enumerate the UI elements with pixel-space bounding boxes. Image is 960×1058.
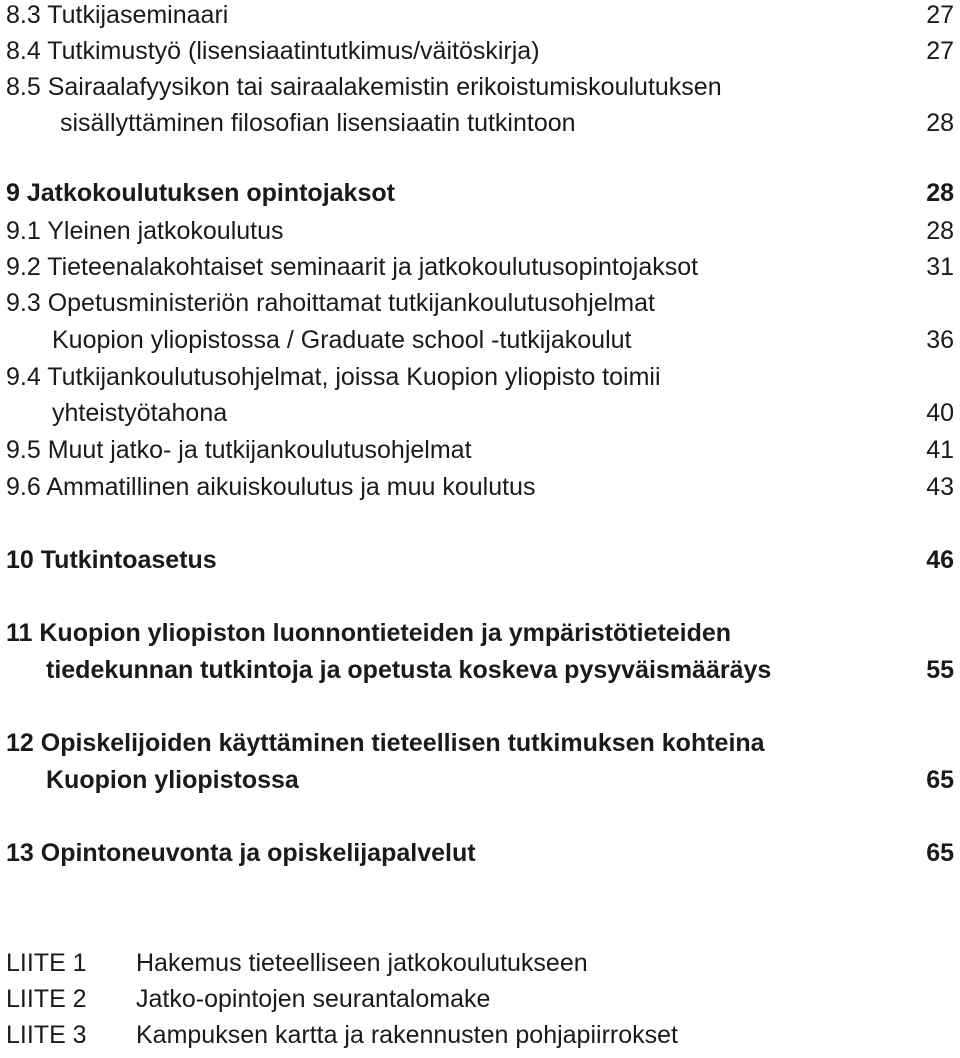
toc-entry-text: 9.4 Tutkijankoulutusohjelmat, joissa Kuopion yliopisto toimii xyxy=(6,363,661,391)
toc-entry-text: 8.5 Sairaalafyysikon tai sairaalakemistin erikoistumiskoulutuksen xyxy=(6,73,722,101)
toc-entry-text: 9.2 Tieteenalakohtaiset seminaarit ja jatkokoulutusopintojaksot xyxy=(6,253,699,281)
toc-page-number: 46 xyxy=(926,546,954,574)
annex-title: Hakemus tieteelliseen jatkokoulutukseen xyxy=(136,949,588,977)
toc-page-number: 28 xyxy=(926,109,954,137)
toc-entry-text: 9.5 Muut jatko- ja tutkijankoulutusohjelmat xyxy=(6,436,472,464)
toc-entry-text: Kuopion yliopistossa / Graduate school -tutkijakoulut xyxy=(52,326,632,354)
toc-entry-text: 9.1 Yleinen jatkokoulutus xyxy=(6,217,284,245)
annex-title: Kampuksen kartta ja rakennusten pohjapiirrokset xyxy=(136,1021,678,1049)
toc-chapter-text: tiedekunnan tutkintoja ja opetusta koskeva pysyväismääräys xyxy=(46,656,772,684)
annex-label: LIITE 3 xyxy=(6,1021,87,1049)
toc-page-number: 65 xyxy=(926,766,954,794)
annex-label: LIITE 2 xyxy=(6,985,87,1013)
toc-page-number: 28 xyxy=(926,179,954,207)
toc-chapter-text: 12 Opiskelijoiden käyttäminen tieteellisen tutkimuksen kohteina xyxy=(6,729,765,757)
toc-chapter-text: 10 Tutkintoasetus xyxy=(6,546,217,574)
toc-page-number: 27 xyxy=(926,37,954,65)
toc-entry-text: yhteistyötahona xyxy=(52,399,228,427)
toc-page-number: 65 xyxy=(926,839,954,867)
toc-page-number: 27 xyxy=(926,1,954,29)
toc-chapter-text: 11 Kuopion yliopiston luonnontieteiden ja ympäristötieteiden xyxy=(6,619,732,647)
toc-entry-text: 9.6 Ammatillinen aikuiskoulutus ja muu koulutus xyxy=(6,473,536,501)
toc-entry-text: 9.3 Opetusministeriön rahoittamat tutkijankoulutusohjelmat xyxy=(6,289,655,317)
toc-page-number: 43 xyxy=(926,473,954,501)
toc-page-number: 41 xyxy=(926,436,954,464)
toc-entry-text: 8.3 Tutkijaseminaari xyxy=(6,1,229,29)
toc-page-number: 36 xyxy=(926,326,954,354)
toc-chapter-text: Kuopion yliopistossa xyxy=(46,766,299,794)
toc-chapter-text: 13 Opintoneuvonta ja opiskelijapalvelut xyxy=(6,839,476,867)
toc-page-number: 40 xyxy=(926,399,954,427)
toc-page-number: 28 xyxy=(926,217,954,245)
annex-title: Jatko-opintojen seurantalomake xyxy=(136,985,491,1013)
annex-label: LIITE 1 xyxy=(6,949,87,977)
toc-page-number: 55 xyxy=(926,656,954,684)
toc-chapter-text: 9 Jatkokoulutuksen opintojaksot xyxy=(6,179,395,207)
toc-entry-text: 8.4 Tutkimustyö (lisensiaatintutkimus/väitöskirja) xyxy=(6,37,540,65)
toc-page-number: 31 xyxy=(926,253,954,281)
toc-entry-text: sisällyttäminen filosofian lisensiaatin tutkintoon xyxy=(60,109,576,137)
